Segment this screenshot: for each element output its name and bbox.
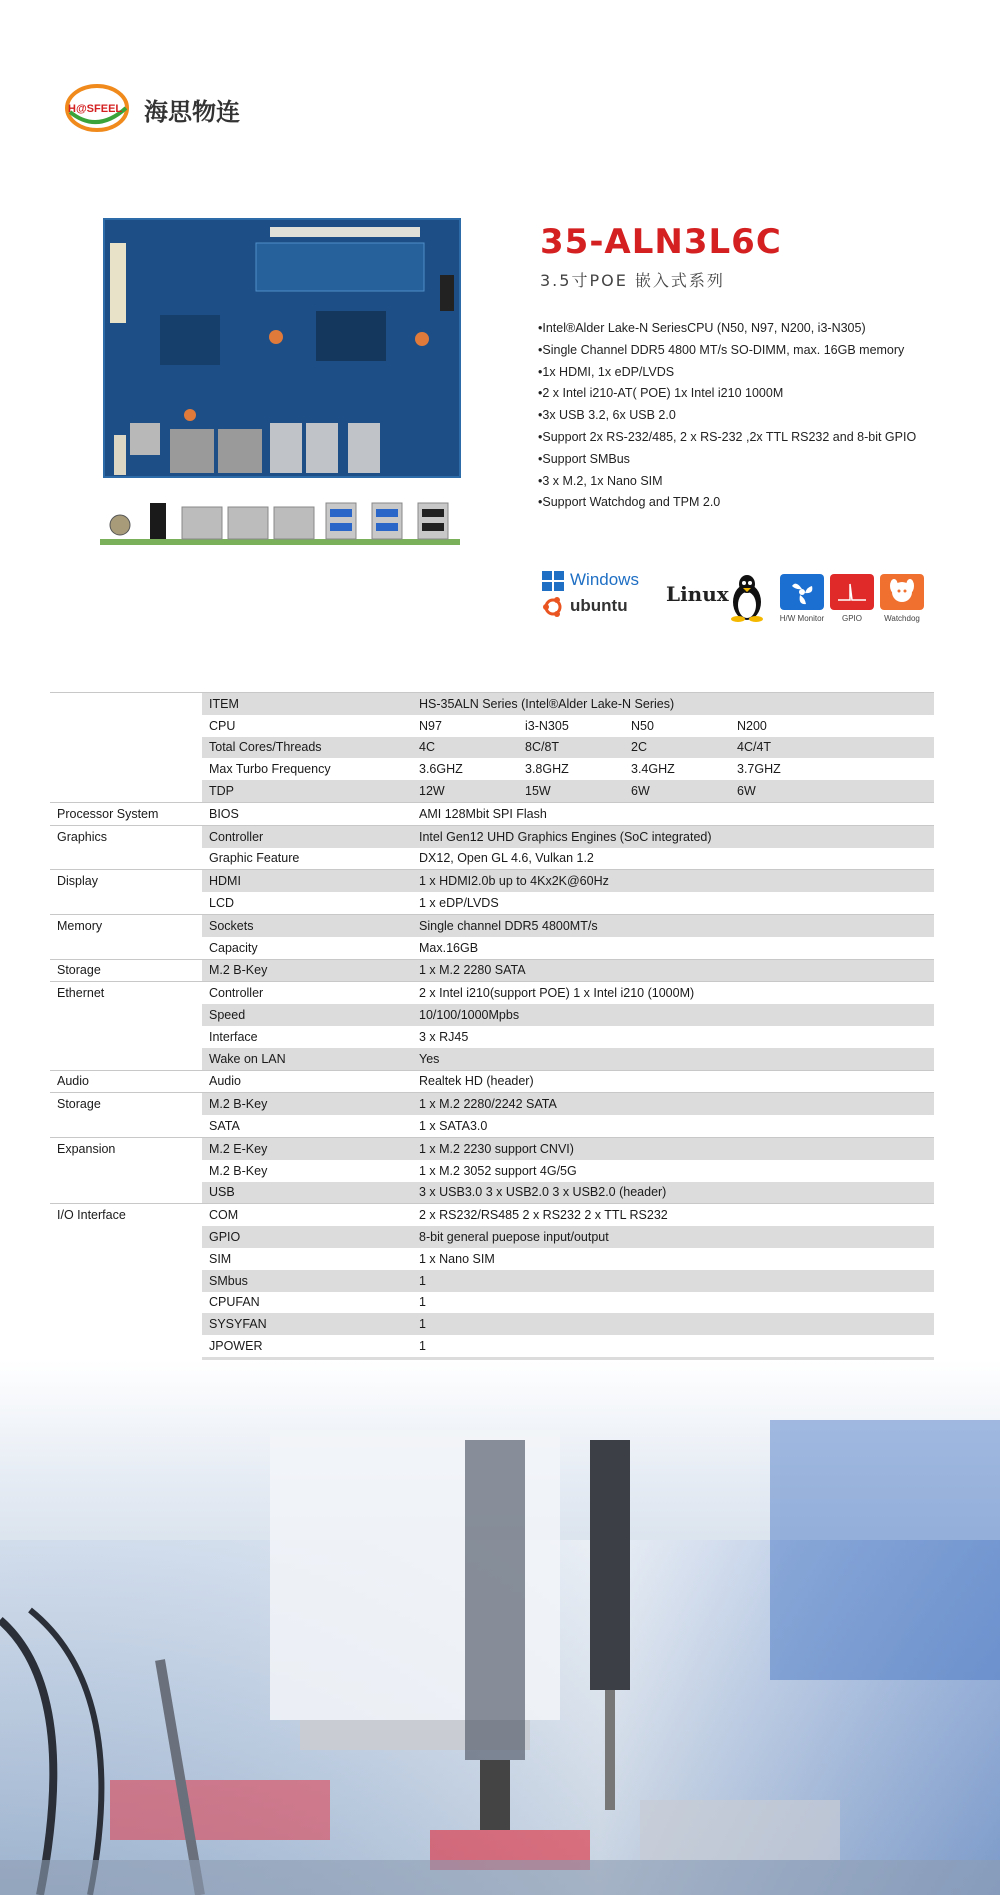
spec-value: 1 bbox=[412, 1313, 934, 1335]
spec-value: 1 x eDP/LVDS bbox=[419, 896, 499, 911]
spec-row bbox=[50, 1292, 934, 1314]
spec-category bbox=[50, 1313, 202, 1335]
spec-value-cell: 6W bbox=[631, 784, 650, 799]
feature-item: •Support Watchdog and TPM 2.0 bbox=[538, 495, 721, 510]
spec-category: Display bbox=[50, 870, 202, 892]
spec-item: M.2 B-Key bbox=[209, 1163, 268, 1178]
spec-row bbox=[50, 1335, 934, 1357]
spec-item: USB bbox=[202, 1182, 412, 1204]
spec-item: M.2 B-Key bbox=[202, 1093, 412, 1115]
spec-value-cell: 3.7GHZ bbox=[737, 762, 781, 777]
spec-row bbox=[50, 1115, 934, 1137]
spec-value: 1 x SATA3.0 bbox=[419, 1119, 488, 1134]
spec-category bbox=[50, 1115, 202, 1137]
gpio-label: GPIO bbox=[841, 614, 862, 623]
motherboard-image bbox=[100, 215, 465, 555]
spec-value-cell: N200 bbox=[737, 718, 767, 733]
product-subtitle: 3.5寸POE 嵌入式系列 bbox=[540, 271, 725, 290]
spec-row bbox=[50, 937, 934, 959]
spec-category: Expansion bbox=[50, 1137, 202, 1159]
spec-value bbox=[412, 758, 934, 780]
spec-value-cell: 2C bbox=[631, 740, 647, 755]
spec-value: 1 x M.2 3052 support 4G/5G bbox=[419, 1163, 577, 1178]
spec-category: Storage bbox=[50, 1093, 202, 1115]
spec-value-cell: 8C/8T bbox=[525, 740, 560, 755]
spec-category: Storage bbox=[50, 959, 202, 982]
spec-category bbox=[50, 1182, 202, 1204]
spec-value: 2 x Intel i210(support POE) 1 x Intel i210 (1000M) bbox=[412, 982, 934, 1004]
spec-row bbox=[50, 1160, 934, 1182]
spec-item: SMbus bbox=[202, 1270, 412, 1292]
product-model: 35-ALN3L6C bbox=[540, 222, 782, 262]
spec-value-cell: 4C/4T bbox=[737, 740, 772, 755]
spec-row bbox=[50, 802, 934, 825]
spec-value: HS-35ALN Series (Intel®Alder Lake-N Series) bbox=[412, 693, 934, 715]
feature-item: •Intel®Alder Lake-N SeriesCPU (N50, N97, N200, i3-N305) bbox=[538, 321, 866, 335]
spec-row bbox=[50, 1182, 934, 1204]
spec-category: Ethernet bbox=[50, 982, 202, 1004]
spec-category bbox=[50, 1226, 202, 1248]
fan-icon bbox=[780, 574, 824, 610]
feature-item: •1x HDMI, 1x eDP/LVDS bbox=[538, 364, 675, 379]
spec-value-cell: 3.4GHZ bbox=[631, 762, 675, 777]
spec-item: HDMI bbox=[202, 870, 412, 892]
spec-row bbox=[50, 959, 934, 982]
spec-category bbox=[50, 715, 202, 737]
spec-row bbox=[50, 914, 934, 936]
spec-value: 3 x RJ45 bbox=[419, 1029, 469, 1044]
spec-row bbox=[50, 1070, 934, 1093]
spec-table bbox=[50, 692, 934, 1402]
spec-category bbox=[50, 1335, 202, 1357]
spec-item: JPOWER bbox=[209, 1339, 263, 1353]
spec-value: 3 x USB3.0 3 x USB2.0 3 x USB2.0 (header) bbox=[412, 1182, 934, 1204]
watchdog-label: Watchdog bbox=[884, 614, 920, 623]
spec-category bbox=[50, 780, 202, 802]
spec-value: 1 x Nano SIM bbox=[419, 1251, 495, 1266]
spec-value: Intel Gen12 UHD Graphics Engines (SoC integrated) bbox=[412, 825, 934, 847]
tux-penguin-icon bbox=[730, 574, 764, 622]
spec-row bbox=[50, 848, 934, 870]
feature-item: •Single Channel DDR5 4800 MT/s SO-DIMM, max. 16GB memory bbox=[538, 342, 905, 357]
spec-value-cell: 4C bbox=[419, 740, 435, 755]
spec-category: I/O Interface bbox=[50, 1204, 202, 1226]
spec-item: Interface bbox=[209, 1029, 258, 1044]
hasfeel-logo-icon bbox=[64, 82, 130, 134]
spec-item: Sockets bbox=[202, 914, 412, 936]
spec-item: COM bbox=[202, 1204, 412, 1226]
windows-label: Windows bbox=[570, 570, 639, 589]
spec-value: Yes bbox=[412, 1048, 934, 1070]
spec-item: Max Turbo Frequency bbox=[209, 762, 331, 777]
spec-item: Controller bbox=[202, 982, 412, 1004]
spec-category bbox=[50, 848, 202, 870]
brand-name: 海思物连 bbox=[144, 98, 240, 126]
spec-row bbox=[50, 780, 934, 802]
spec-value: 2 x RS232/RS485 2 x RS232 2 x TTL RS232 bbox=[412, 1204, 934, 1226]
spec-value: 8-bit general puepose input/output bbox=[412, 1226, 934, 1248]
spec-value: 1 x HDMI2.0b up to 4Kx2K@60Hz bbox=[412, 870, 934, 892]
spec-row bbox=[50, 1248, 934, 1270]
spec-category bbox=[50, 1292, 202, 1314]
ubuntu-label: ubuntu bbox=[570, 596, 628, 615]
hw-monitor-label: H/W Monitor bbox=[779, 614, 825, 623]
spec-item: SATA bbox=[209, 1119, 240, 1134]
spec-row bbox=[50, 825, 934, 847]
spec-value-cell: i3-N305 bbox=[525, 718, 569, 733]
spec-value bbox=[412, 715, 934, 737]
spec-item: Controller bbox=[202, 825, 412, 847]
logo-wordmark: H@SFEEL bbox=[68, 103, 123, 115]
spec-item: Speed bbox=[202, 1004, 412, 1026]
spec-row bbox=[50, 1270, 934, 1292]
spec-item: Total Cores/Threads bbox=[202, 737, 412, 759]
spec-value: AMI 128Mbit SPI Flash bbox=[412, 802, 934, 825]
spec-row bbox=[50, 758, 934, 780]
spec-value: 1 x M.2 2280 SATA bbox=[412, 959, 934, 982]
spec-value-cell: N97 bbox=[419, 718, 442, 733]
windows-icon bbox=[542, 571, 564, 591]
os-support-row bbox=[540, 568, 930, 630]
gpio-signal-icon bbox=[830, 574, 874, 610]
spec-row bbox=[50, 1226, 934, 1248]
spec-value: 1 bbox=[412, 1270, 934, 1292]
spec-category bbox=[50, 1160, 202, 1182]
spec-value-cell: 15W bbox=[525, 784, 551, 799]
gpio-icon bbox=[830, 574, 874, 610]
feature-list bbox=[538, 318, 916, 514]
spec-item: ITEM bbox=[202, 693, 412, 715]
spec-category bbox=[50, 693, 202, 715]
spec-category bbox=[50, 758, 202, 780]
spec-category bbox=[50, 1026, 202, 1048]
spec-row bbox=[50, 1026, 934, 1048]
feature-item: •Support SMBus bbox=[538, 451, 630, 466]
spec-row bbox=[50, 737, 934, 759]
spec-category bbox=[50, 1248, 202, 1270]
spec-row bbox=[50, 1204, 934, 1226]
watchdog-icon bbox=[880, 574, 924, 610]
spec-row bbox=[50, 1137, 934, 1159]
spec-row bbox=[50, 1004, 934, 1026]
spec-value bbox=[412, 780, 934, 802]
spec-item: SYSYFAN bbox=[202, 1313, 412, 1335]
feature-item: •2 x Intel i210-AT( POE) 1x Intel i210 1000M bbox=[538, 386, 784, 401]
spec-value: Max.16GB bbox=[419, 940, 479, 955]
spec-item: Audio bbox=[202, 1070, 412, 1093]
spec-value: 1 x M.2 2280/2242 SATA bbox=[412, 1093, 934, 1115]
spec-row bbox=[50, 1093, 934, 1115]
spec-row bbox=[50, 870, 934, 892]
windows-logo bbox=[540, 570, 660, 590]
spec-row bbox=[50, 1313, 934, 1335]
spec-row bbox=[50, 982, 934, 1004]
factory-background-image bbox=[0, 1360, 1000, 1895]
feature-item: •3x USB 3.2, 6x USB 2.0 bbox=[538, 408, 676, 423]
spec-value: 10/100/1000Mpbs bbox=[412, 1004, 934, 1026]
spec-category: Memory bbox=[50, 914, 202, 936]
spec-category bbox=[50, 1270, 202, 1292]
dog-icon bbox=[880, 574, 924, 610]
ubuntu-icon bbox=[542, 596, 564, 618]
spec-category: Graphics bbox=[50, 825, 202, 847]
spec-row bbox=[50, 693, 934, 715]
spec-category bbox=[50, 1048, 202, 1070]
spec-item: Wake on LAN bbox=[202, 1048, 412, 1070]
feature-item: •3 x M.2, 1x Nano SIM bbox=[538, 473, 663, 488]
spec-item: M.2 E-Key bbox=[202, 1137, 412, 1159]
spec-value: 1 x M.2 2230 support CNVI) bbox=[412, 1137, 934, 1159]
spec-item: CPU bbox=[209, 718, 236, 733]
spec-value-cell: N50 bbox=[631, 718, 654, 733]
spec-value: DX12, Open GL 4.6, Vulkan 1.2 bbox=[419, 851, 594, 866]
spec-item: TDP bbox=[202, 780, 412, 802]
spec-value: Single channel DDR5 4800MT/s bbox=[412, 914, 934, 936]
spec-value bbox=[412, 737, 934, 759]
spec-value-cell: 3.6GHZ bbox=[419, 762, 463, 777]
spec-category bbox=[50, 1004, 202, 1026]
spec-value-cell: 3.8GHZ bbox=[525, 762, 569, 777]
spec-row bbox=[50, 1048, 934, 1070]
spec-item: SIM bbox=[209, 1251, 232, 1266]
spec-category: Audio bbox=[50, 1070, 202, 1093]
spec-category bbox=[50, 937, 202, 959]
brand-logo bbox=[52, 70, 262, 150]
spec-value-cell: 6W bbox=[737, 784, 756, 799]
spec-value: 1 bbox=[419, 1339, 426, 1353]
spec-item: Graphic Feature bbox=[209, 851, 300, 866]
spec-row bbox=[50, 892, 934, 914]
spec-item: LCD bbox=[209, 896, 235, 911]
feature-item: •Support 2x RS-232/485, 2 x RS-232 ,2x TTL RS232 and 8-bit GPIO bbox=[538, 429, 917, 444]
spec-category: Processor System bbox=[50, 802, 202, 825]
spec-value: 1 bbox=[419, 1295, 426, 1310]
spec-item: Capacity bbox=[209, 940, 258, 955]
spec-category bbox=[50, 737, 202, 759]
spec-item: CPUFAN bbox=[209, 1295, 260, 1310]
spec-item: BIOS bbox=[202, 802, 412, 825]
spec-item: M.2 B-Key bbox=[202, 959, 412, 982]
spec-value: Realtek HD (header) bbox=[412, 1070, 934, 1093]
spec-row bbox=[50, 715, 934, 737]
spec-value-cell: 12W bbox=[419, 784, 445, 799]
linux-logo bbox=[666, 572, 766, 624]
spec-category bbox=[50, 892, 202, 914]
linux-label: Linux bbox=[666, 582, 729, 606]
spec-item: GPIO bbox=[202, 1226, 412, 1248]
hw-monitor-icon bbox=[780, 574, 824, 610]
